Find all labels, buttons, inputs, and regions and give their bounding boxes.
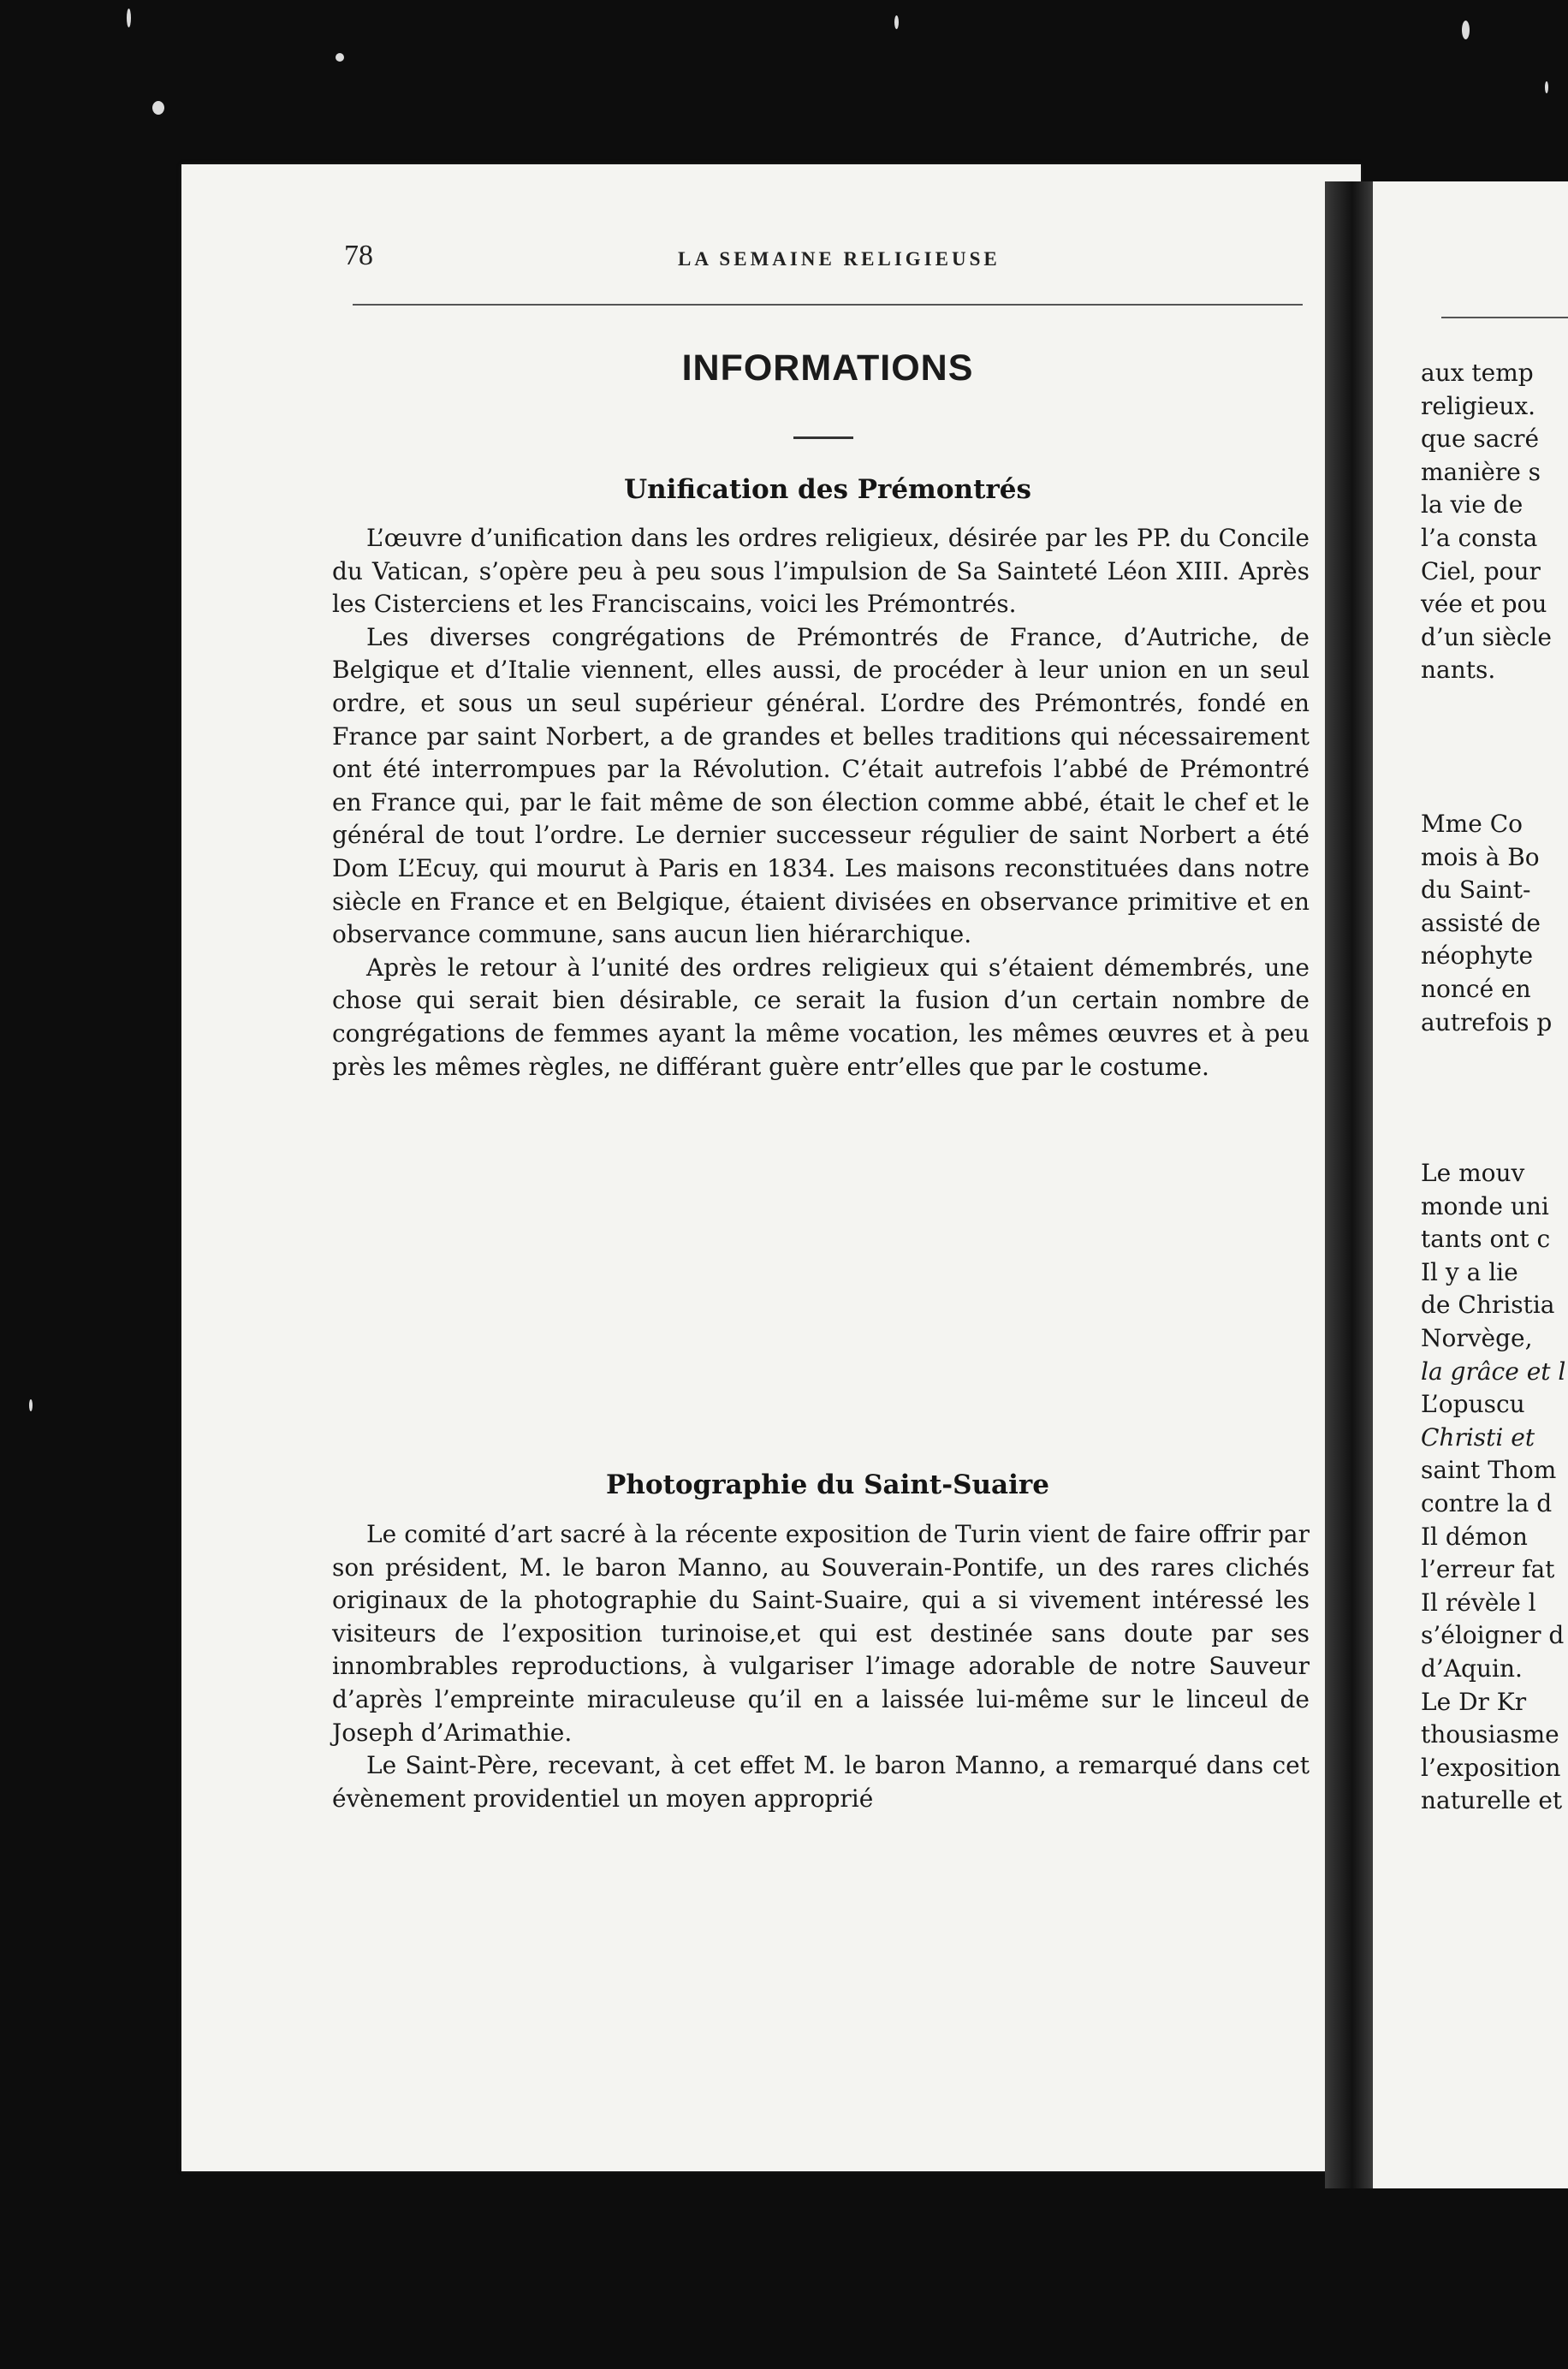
text-line: Il démon <box>1421 1522 1528 1551</box>
paragraph: Les diverses congrégations de Prémontrés de France, d’Autriche, de Belgique et d’Italie viennent, elles aussi, de procéder à leur union en un seul ordre, et sous un seul supérieur général. L’ordre des Prémontrés, fondé en France par saint Norbert, a de grandes et belles traditions qui nécessairement ont été interrompues par la Révolution. C’était autrefois l’abbé de Prémontré en France qui, par le fait même de son élection comme abbé, était le chef et le général de tout l’ordre. Le dernier successeur régulier de saint Norbert a été Dom L’Ecuy, qui mourut à Paris en 1834. Les maisons reconstituées dans notre siècle en France et en Belgique, étaient divisées en observance primitive et en observance commune, sans aucun lien hiérarchique. <box>332 622 1310 949</box>
paragraph: L’œuvre d’unification dans les ordres religieux, désirée par les PP. du Concile du Vatican, s’opère peu à peu sous l’impulsion de Sa Sainteté Léon XIII. Après les Cisterciens et les Franciscains, voici les Prémontrés. <box>332 524 1310 619</box>
paragraph: Après le retour à l’unité des ordres religieux qui s’étaient démembrés, une chose qui serait bien désirable, ce serait la fusion d’un certain nombre de congrégations de femmes ayant la même vocation, les mêmes œuvres et à peu près les mêmes règles, ne différant guère entr’elles que par le costume. <box>332 953 1310 1081</box>
section-heading: INFORMATIONS <box>681 347 974 389</box>
text-line: manière s <box>1421 457 1541 486</box>
text-line: vée et pou <box>1421 590 1547 619</box>
article-body <box>332 1518 1310 1815</box>
text-line: Norvège, <box>1421 1323 1533 1352</box>
text-block <box>1421 357 1568 687</box>
text-line: l’a consta <box>1421 523 1538 552</box>
header-rule <box>1441 317 1568 318</box>
text-line: nants. <box>1421 656 1496 685</box>
text-line: tants ont c <box>1421 1225 1551 1254</box>
text-line: Il révèle l <box>1421 1588 1536 1617</box>
text-block <box>1421 808 1568 1039</box>
text-line: assisté de <box>1421 908 1541 937</box>
text-line: religieux. <box>1421 391 1536 420</box>
right-page <box>1373 181 1568 2188</box>
text-line: Ciel, pour <box>1421 556 1541 585</box>
text-line: d’Aquin. <box>1421 1654 1523 1683</box>
page-number: 78 <box>344 240 373 271</box>
text-line: que sacré <box>1421 425 1540 454</box>
text-line: de Christia <box>1421 1291 1555 1320</box>
book-gutter <box>1325 181 1380 2188</box>
text-line: thousiasme <box>1421 1720 1559 1749</box>
text-line: la grâce et l <box>1421 1357 1566 1386</box>
text-line: l’erreur fat <box>1421 1555 1555 1584</box>
journal-title: LA SEMAINE RELIGIEUSE <box>678 248 1001 270</box>
scan-speck <box>1545 81 1548 93</box>
text-line: du Saint- <box>1421 876 1531 905</box>
text-line: Le mouv <box>1421 1159 1525 1187</box>
text-line: la vie de <box>1421 490 1523 520</box>
text-line: L’opuscu <box>1421 1390 1525 1419</box>
text-line: contre la d <box>1421 1488 1553 1517</box>
text-line: Le Dr Kr <box>1421 1687 1527 1716</box>
text-line: monde uni <box>1421 1191 1549 1220</box>
text-line: noncé en <box>1421 974 1531 1003</box>
header-rule <box>353 304 1303 306</box>
scan-speck <box>127 9 131 27</box>
scan-speck <box>336 53 344 62</box>
scan-speck <box>152 101 164 115</box>
text-line: saint Thom <box>1421 1456 1557 1485</box>
text-line: Mme Co <box>1421 810 1523 838</box>
text-line: mois à Bo <box>1421 842 1540 871</box>
paragraph: Le comité d’art sacré à la récente exposition de Turin vient de faire offrir par son président, M. le baron Manno, au Souverain-Pontife, un des rares clichés originaux de la photographie du Saint-Suaire, qui a si vivement intéressé les visiteurs de l’exposition turinoise,et qui est destinée sans doute par ses innombrables reproductions, à vulgariser l’image adorable de notre Sauveur d’après l’empreinte miraculeuse qu’il en a laissée lui-même sur le linceul de Joseph d’Arimathie. <box>332 1520 1310 1747</box>
left-page <box>181 164 1361 2171</box>
scan-speck <box>894 15 899 29</box>
text-line: d’un siècle <box>1421 622 1552 651</box>
article-heading: Unification des Prémontrés <box>624 474 1031 505</box>
paragraph: Le Saint-Père, recevant, à cet effet M. le baron Manno, a remarqué dans cet évènement providentiel un moyen approprié <box>332 1751 1310 1813</box>
article-heading: Photographie du Saint-Suaire <box>606 1469 1049 1500</box>
scan-speck <box>1462 21 1470 39</box>
scan-speck <box>29 1399 33 1411</box>
text-block <box>1421 1157 1568 1818</box>
text-line: aux temp <box>1421 359 1534 387</box>
text-line: naturelle et <box>1421 1786 1563 1815</box>
text-line: Christi et <box>1421 1422 1535 1452</box>
text-line: s’éloigner d <box>1421 1621 1565 1650</box>
article-body <box>332 522 1310 1084</box>
heading-divider <box>793 436 853 439</box>
text-line: l’exposition <box>1421 1753 1561 1782</box>
text-line: Il y a lie <box>1421 1257 1518 1286</box>
text-line: néophyte <box>1421 941 1534 971</box>
text-line: autrefois p <box>1421 1007 1553 1036</box>
